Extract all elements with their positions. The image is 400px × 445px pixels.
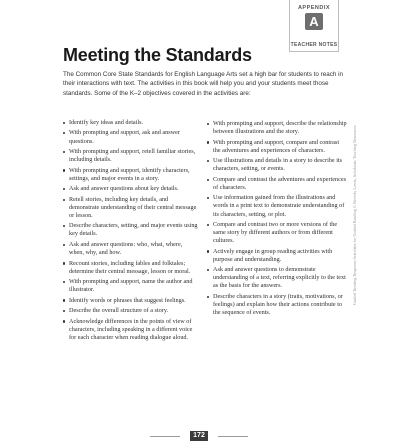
list-item: Ask and answer questions: who, what, where, when, why, and how. [63, 241, 198, 257]
list-item: With prompting and support, ask and answer questions. [63, 129, 198, 145]
list-item: Use information gained from the illustrations and words in a print text to demonstrate understanding of its characters, setting, or plot. [207, 194, 347, 218]
list-item: Compare and contrast two or more versions of the same story by different authors or from different cultures. [207, 221, 347, 245]
teacher-notes-label: TEACHER NOTES [290, 42, 338, 48]
objectives-list-left [63, 119, 198, 344]
list-item: Acknowledge differences in the points of view of characters, including speaking in a different voice for each character when reading dialogue aloud. [63, 318, 198, 342]
list-item: Ask and answer questions about key details. [63, 185, 198, 193]
list-item: Describe the overall structure of a story. [63, 307, 198, 315]
intro-paragraph: The Common Core State Standards for English Language Arts set a high bar for students to reach in their interactions with text. The activities in this book will help you and your students meet those standards. Some of the K–2 objectives covered in the activities are: [63, 71, 344, 97]
page-number: 172 [190, 431, 208, 441]
list-item: Describe characters, setting, and major events using key details. [63, 222, 198, 238]
list-item: Retell stories, including key details, and demonstrate understanding of their central message or lesson. [63, 196, 198, 220]
page-number-rule-left [150, 436, 180, 437]
list-item: Actively engage in group reading activities with purpose and understanding. [207, 248, 347, 264]
page-number-rule-right [218, 436, 248, 437]
page-title: Meeting the Standards [63, 45, 252, 65]
objectives-list-right [207, 120, 347, 320]
list-item: With prompting and support, identify characters, settings, and major events in a story. [63, 167, 198, 183]
list-item: Use illustrations and details in a story to describe its characters, setting, or events. [207, 157, 347, 173]
appendix-label: APPENDIX [297, 5, 331, 11]
list-item: With prompting and support, compare and contrast the adventures and experiences of characters. [207, 139, 347, 155]
list-item: Ask and answer questions to demonstrate understanding of a text, referring explicitly to the text as the basis for the answers. [207, 266, 347, 290]
list-item: Compare and contrast the adventures and experiences of characters. [207, 176, 347, 192]
list-item: With prompting and support, name the author and illustrator. [63, 278, 198, 294]
list-item: Identify key ideas and details. [63, 119, 198, 127]
list-item: Describe characters in a story (traits, motivations, or feelings) and explain how their actions contribute to the sequence of events. [207, 293, 347, 317]
side-credit: Guided Reading Response Activities for Guided Reading © Beverly Lewis, Scholastic Teaching Resources [352, 125, 357, 305]
list-item: With prompting and support, retell familiar stories, including details. [63, 148, 198, 164]
list-item: Recount stories, including fables and folktales; determine their central message, lesson or moral. [63, 260, 198, 276]
list-item: Identify words or phrases that suggest feelings. [63, 297, 198, 305]
list-item: With prompting and support, describe the relationship between illustrations and the story. [207, 120, 347, 136]
appendix-letter: A [305, 13, 323, 30]
